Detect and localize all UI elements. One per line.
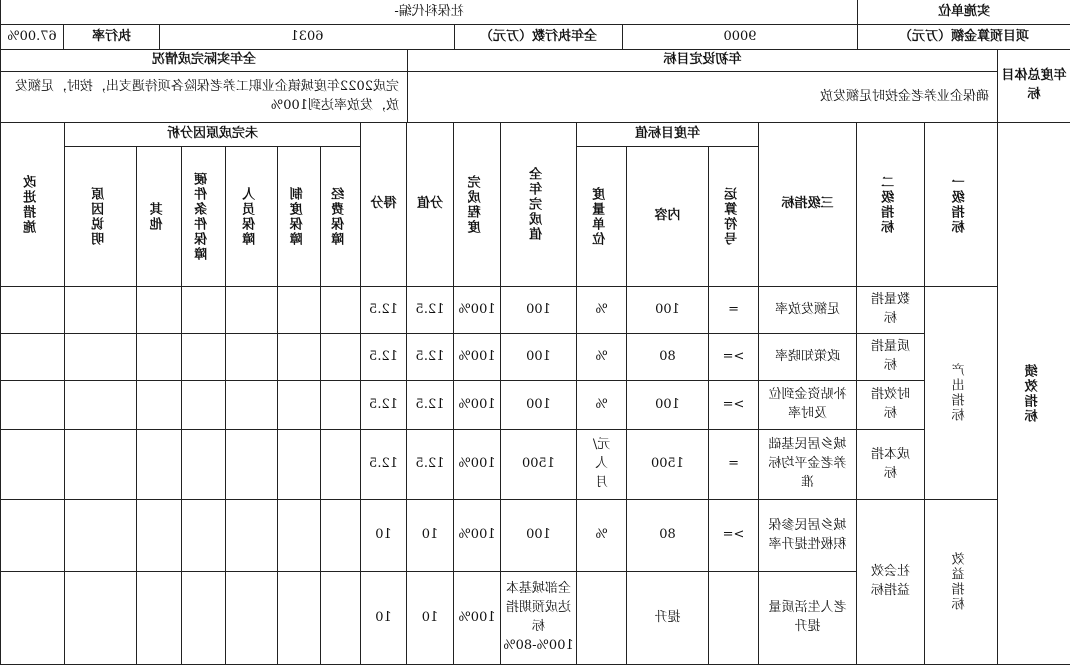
planned-goal-header: 年初设定目标 <box>407 50 997 72</box>
cell-empty <box>277 430 320 500</box>
cell-empty <box>225 500 277 572</box>
cell-empty <box>136 572 181 665</box>
op-header: 运算符号 <box>708 147 758 287</box>
rate-label: 执行率 <box>63 25 159 50</box>
cell-score: 12.5 <box>360 430 406 500</box>
cell-empty <box>0 500 64 572</box>
cell-empty <box>320 334 360 381</box>
unit-header: 度量单位 <box>576 147 626 287</box>
cell-empty <box>64 381 136 430</box>
cell-empty <box>225 381 277 430</box>
cell-completion: 100% <box>453 430 500 500</box>
cell-content: 1500 <box>626 430 708 500</box>
cell-empty <box>320 500 360 572</box>
cell-weight: 12.5 <box>406 430 453 500</box>
budget-value: 9000 <box>622 25 857 50</box>
cell-unit: % <box>576 287 626 334</box>
level2-quantity: 数量指标 <box>856 287 924 334</box>
cell-full-year: 100 <box>500 500 576 572</box>
cell-full-year: 1500 <box>500 430 576 500</box>
cell-op: >= <box>708 500 758 572</box>
improve-header: 改进措施 <box>0 123 64 287</box>
cell-completion: 100% <box>453 334 500 381</box>
cell-unit: % <box>576 500 626 572</box>
cell-weight: 12.5 <box>406 287 453 334</box>
cell-level3: 足额发放率 <box>758 287 856 334</box>
cell-empty <box>0 381 64 430</box>
cell-completion: 100% <box>453 287 500 334</box>
cell-content: 100 <box>626 287 708 334</box>
level2-social: 社会效益指标 <box>856 500 924 665</box>
reason-analysis-header: 未完成原因分析 <box>64 123 360 147</box>
reason-staff-header: 人员保障 <box>225 147 277 287</box>
exec-label: 全年执行数（万元） <box>454 25 622 50</box>
actual-goal-text: 完成2022年度城镇企业职工养老保险各项待遇支出，按时，足额发放，发放率达到100% <box>0 72 407 123</box>
cell-empty <box>0 287 64 334</box>
cell-unit: 元/人月 <box>576 430 626 500</box>
level2-header: 二级指标 <box>856 123 924 287</box>
reason-system-header: 制度保障 <box>277 147 320 287</box>
cell-weight: 12.5 <box>406 334 453 381</box>
cell-unit <box>576 572 626 665</box>
rate-value: 67.00% <box>0 25 63 50</box>
cell-level3: 老人生活质量提升 <box>758 572 856 665</box>
cell-empty <box>0 430 64 500</box>
unit-value: 社保科代编- <box>0 0 857 25</box>
cell-empty <box>225 572 277 665</box>
level1-header: 一级指标 <box>924 123 997 287</box>
cell-empty <box>181 287 225 334</box>
planned-goal-text: 确保企业养老金按时足额发放 <box>407 72 997 123</box>
reason-note-header: 原因说明 <box>64 147 136 287</box>
cell-score: 12.5 <box>360 287 406 334</box>
cell-empty <box>277 287 320 334</box>
cell-empty <box>320 287 360 334</box>
content-header: 内容 <box>626 147 708 287</box>
cell-content: 100 <box>626 381 708 430</box>
cell-full-year: 100 <box>500 381 576 430</box>
cell-empty <box>181 334 225 381</box>
cell-empty <box>277 381 320 430</box>
budget-label: 项目预算金额（万元） <box>857 25 1070 50</box>
annual-target-header: 年度目标值 <box>576 123 758 147</box>
cell-level3: 城乡居民参保积极性提升率 <box>758 500 856 572</box>
cell-empty <box>320 572 360 665</box>
cell-empty <box>181 430 225 500</box>
cell-level3: 城乡居民基础养老金平均标准 <box>758 430 856 500</box>
cell-completion: 100% <box>453 572 500 665</box>
cell-op: >= <box>708 334 758 381</box>
cell-unit: % <box>576 381 626 430</box>
cell-empty <box>181 381 225 430</box>
cell-empty <box>277 500 320 572</box>
cell-score: 12.5 <box>360 334 406 381</box>
cell-level3: 补贴资金到位及时率 <box>758 381 856 430</box>
cell-empty <box>64 334 136 381</box>
cell-weight: 10 <box>406 572 453 665</box>
weight-header: 分值 <box>406 123 453 287</box>
score-header: 得分 <box>360 123 406 287</box>
cell-empty <box>64 572 136 665</box>
cell-score: 10 <box>360 572 406 665</box>
cell-op <box>708 572 758 665</box>
cell-weight: 12.5 <box>406 381 453 430</box>
cell-full-year: 100 <box>500 334 576 381</box>
cell-empty <box>0 572 64 665</box>
perf-indicator-label: 绩效指标 <box>997 123 1070 665</box>
cell-full-year: 100 <box>500 287 576 334</box>
cell-op: = <box>708 287 758 334</box>
cell-empty <box>64 287 136 334</box>
level2-quality: 质量指标 <box>856 334 924 381</box>
unit-label: 实施单位 <box>857 0 1070 25</box>
cell-empty <box>64 500 136 572</box>
cell-unit: % <box>576 334 626 381</box>
cell-content: 80 <box>626 334 708 381</box>
cell-content: 80 <box>626 500 708 572</box>
full-year-header: 全年完成值 <box>500 123 576 287</box>
cell-empty <box>225 334 277 381</box>
cell-full-year: 全部城基本达成预期指标100%-80% <box>500 572 576 665</box>
cell-empty <box>225 430 277 500</box>
cell-empty <box>225 287 277 334</box>
cell-empty <box>136 381 181 430</box>
cell-completion: 100% <box>453 500 500 572</box>
cell-op: >= <box>708 381 758 430</box>
level1-output: 产出指标 <box>924 287 997 500</box>
reason-hardware-header: 硬件条件保障 <box>181 147 225 287</box>
level2-timeliness: 时效指标 <box>856 381 924 430</box>
cell-completion: 100% <box>453 381 500 430</box>
cell-empty <box>136 430 181 500</box>
cell-op: = <box>708 430 758 500</box>
cell-score: 12.5 <box>360 381 406 430</box>
reason-other-header: 其他 <box>136 147 181 287</box>
cell-empty <box>277 572 320 665</box>
completion-header: 完成程度 <box>453 123 500 287</box>
level3-header: 三级指标 <box>758 123 856 287</box>
actual-goal-header: 全年实际完成情况 <box>0 50 407 72</box>
cell-empty <box>320 430 360 500</box>
annual-goal-label: 年度总体目标 <box>997 50 1070 123</box>
cell-empty <box>136 334 181 381</box>
cell-empty <box>0 334 64 381</box>
cell-content: 提升 <box>626 572 708 665</box>
level1-benefit: 效益指标 <box>924 500 997 665</box>
cell-empty <box>320 381 360 430</box>
cell-score: 10 <box>360 500 406 572</box>
cell-empty <box>136 287 181 334</box>
cell-level3: 政策知晓率 <box>758 334 856 381</box>
cell-empty <box>181 500 225 572</box>
cell-empty <box>181 572 225 665</box>
cell-empty <box>277 334 320 381</box>
level2-cost: 成本指标 <box>856 430 924 500</box>
cell-weight: 10 <box>406 500 453 572</box>
exec-value: 6031 <box>159 25 454 50</box>
reason-funding-header: 经费保障 <box>320 147 360 287</box>
cell-empty <box>64 430 136 500</box>
cell-empty <box>136 500 181 572</box>
